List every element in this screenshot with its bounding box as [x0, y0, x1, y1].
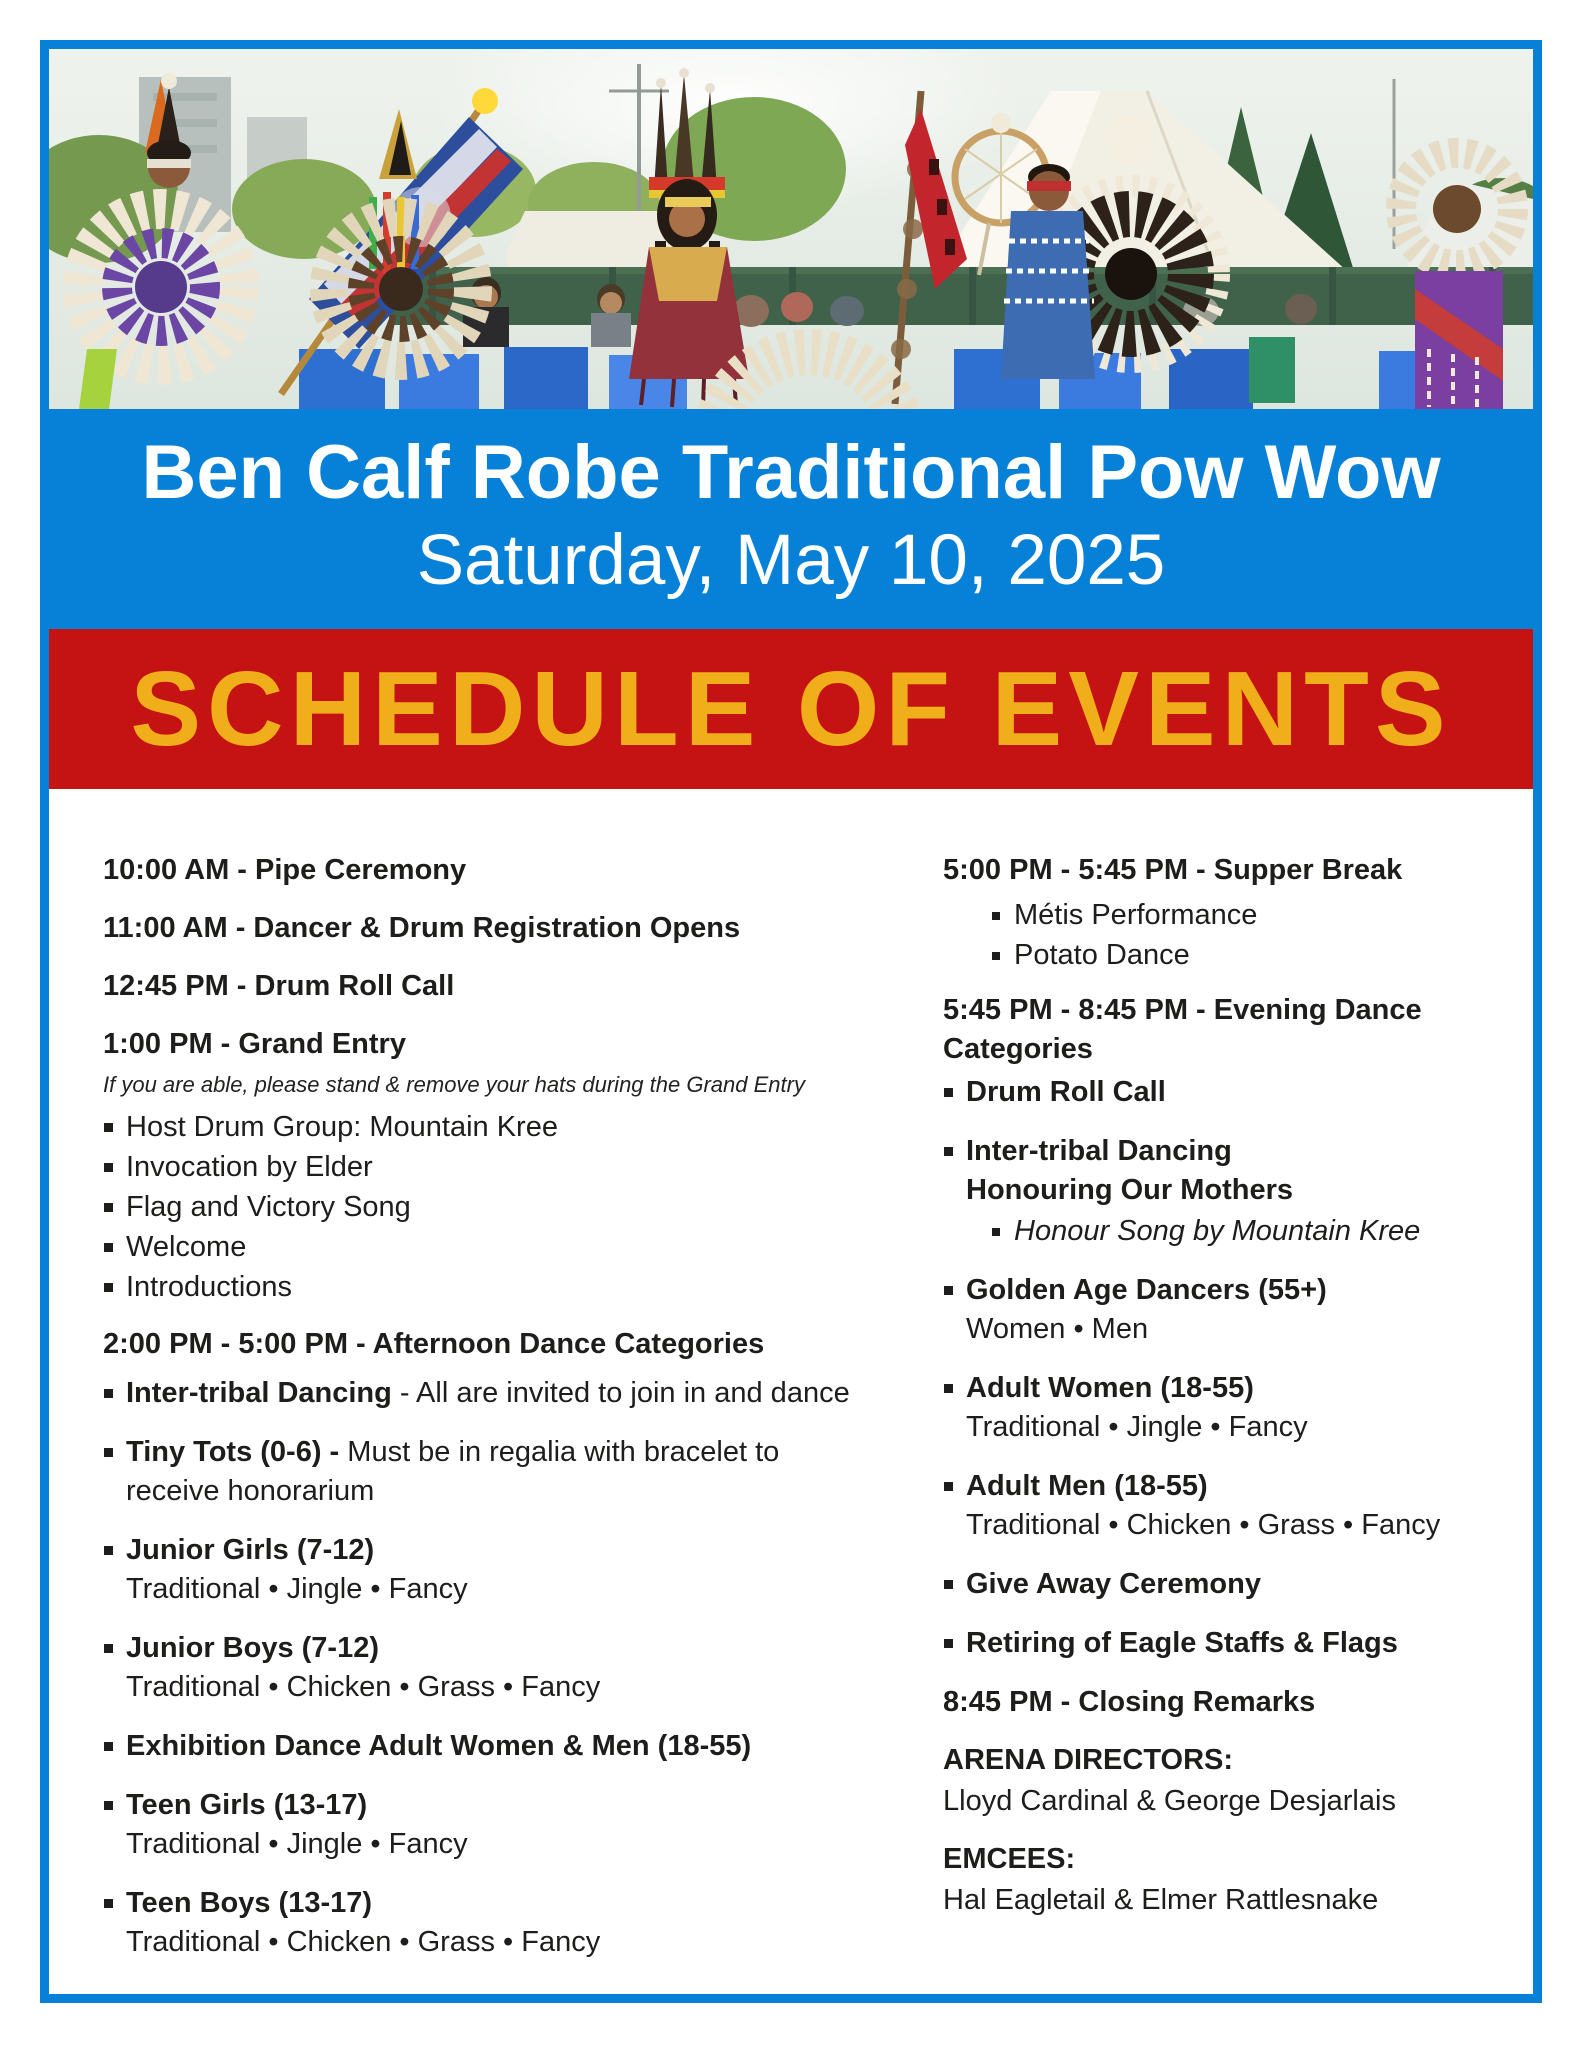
dancer-figure-far-right	[1401, 153, 1513, 409]
schedule-bullet-item	[943, 1369, 1491, 1447]
poster-frame	[40, 40, 1542, 2003]
schedule-bullet-item	[943, 1624, 1491, 1663]
bullet-square-icon	[104, 1243, 113, 1252]
schedule-item-label: Host Drum Group: Mountain Kree	[126, 1111, 558, 1143]
schedule-item-label: Teen Girls (13-17)	[126, 1789, 368, 1821]
schedule-bullet-item	[943, 1467, 1491, 1545]
schedule-heading: EMCEES:	[943, 1843, 1076, 1875]
schedule-sub-line: Honouring Our Mothers	[966, 1174, 1294, 1206]
bullet-square-icon	[944, 1286, 953, 1295]
schedule-sub-line: Traditional • Jingle • Fancy	[966, 1411, 1308, 1443]
schedule-item-label: Adult Women (18-55)	[966, 1372, 1254, 1404]
title-band	[49, 409, 1533, 629]
schedule-sub-line: Women • Men	[966, 1313, 1149, 1345]
schedule-heading: 12:45 PM - Drum Roll Call	[103, 970, 455, 1002]
poster-title: Ben Calf Robe Traditional Pow Wow	[141, 430, 1441, 515]
schedule-sub-bullet-item	[991, 896, 1491, 935]
schedule-item-label: Honour Song by Mountain Kree	[1014, 1215, 1421, 1247]
schedule-heading: 11:00 AM - Dancer & Drum Registration Opens	[103, 912, 741, 944]
bullet-square-icon	[104, 1801, 113, 1810]
bullet-square-icon	[992, 912, 1000, 920]
schedule-bullet-item	[943, 1565, 1491, 1604]
bullet-square-icon	[944, 1482, 953, 1491]
schedule-item-label: Drum Roll Call	[966, 1076, 1166, 1108]
schedule-item-label: Adult Men (18-55)	[966, 1470, 1208, 1502]
bullet-square-icon	[104, 1283, 113, 1292]
schedule-item-label: Retiring of Eagle Staffs & Flags	[966, 1627, 1398, 1659]
schedule-bullet-item	[943, 1271, 1491, 1349]
schedule-text: Hal Eagletail & Elmer Rattlesnake	[943, 1884, 1379, 1916]
schedule-bullet-item	[103, 1786, 873, 1864]
schedule-heading: 1:00 PM - Grand Entry	[103, 1028, 406, 1060]
schedule-item-label: Teen Boys (13-17)	[126, 1887, 373, 1919]
schedule-bullet-item	[943, 1132, 1491, 1210]
bullet-square-icon	[104, 1163, 113, 1172]
schedule-item-label: Potato Dance	[1014, 939, 1190, 971]
bullet-square-icon	[104, 1203, 113, 1212]
bullet-square-icon	[104, 1389, 113, 1398]
schedule-column-left	[103, 851, 873, 1994]
schedule	[49, 789, 1533, 1994]
schedule-sub-line: Traditional • Jingle • Fancy	[126, 1573, 468, 1605]
poster-date: Saturday, May 10, 2025	[416, 521, 1166, 600]
bullet-square-icon	[944, 1639, 953, 1648]
bullet-square-icon	[104, 1546, 113, 1555]
schedule-item-label: Junior Boys (7-12)	[126, 1632, 379, 1664]
schedule-heading: 8:45 PM - Closing Remarks	[943, 1686, 1316, 1718]
schedule-item-label: Flag and Victory Song	[126, 1191, 411, 1223]
schedule-bullet-item	[943, 1073, 1491, 1112]
schedule-heading: ARENA DIRECTORS:	[943, 1744, 1234, 1776]
bullet-square-icon	[104, 1742, 113, 1751]
schedule-sub-bullet-item	[991, 936, 1491, 975]
bullet-square-icon	[944, 1384, 953, 1393]
schedule-item-label: Inter-tribal Dancing - All are invited to join in and dance	[126, 1377, 850, 1409]
schedule-item-label: Métis Performance	[1014, 899, 1258, 931]
schedule-heading: 5:45 PM - 8:45 PM - Evening Dance Categories	[943, 994, 1422, 1065]
schedule-column-right	[943, 851, 1491, 1994]
pow-wow-photo	[49, 49, 1533, 409]
schedule-note: If you are able, please stand & remove your hats during the Grand Entry	[103, 1072, 805, 1097]
bullet-square-icon	[944, 1580, 953, 1589]
pow-wow-photo-illustration	[49, 49, 1533, 409]
schedule-item-label: Invocation by Elder	[126, 1151, 373, 1183]
schedule-item-label: Welcome	[126, 1231, 247, 1263]
schedule-heading: 2:00 PM - 5:00 PM - Afternoon Dance Categories	[103, 1328, 765, 1360]
bullet-square-icon	[104, 1899, 113, 1908]
schedule-sub-line: Traditional • Chicken • Grass • Fancy	[966, 1509, 1441, 1541]
schedule-heading: 5:00 PM - 5:45 PM - Supper Break	[943, 854, 1403, 886]
schedule-bullet-item	[103, 1148, 873, 1187]
schedule-bullet-item	[103, 1884, 873, 1962]
schedule-text: Lloyd Cardinal & George Desjarlais	[943, 1785, 1396, 1817]
schedule-sub-line: Traditional • Chicken • Grass • Fancy	[126, 1926, 601, 1958]
bullet-square-icon	[992, 1228, 1000, 1236]
schedule-banner-label: SCHEDULE OF EVENTS	[130, 649, 1452, 768]
schedule-bullet-item	[103, 1108, 873, 1147]
schedule-item-label: Tiny Tots (0-6) - Must be in regalia with bracelet to receive honorarium	[126, 1436, 780, 1507]
schedule-bullet-item	[103, 1531, 873, 1609]
schedule-sub-line: Traditional • Chicken • Grass • Fancy	[126, 1671, 601, 1703]
bullet-square-icon	[944, 1147, 953, 1156]
schedule-sub-line: Traditional • Jingle • Fancy	[126, 1828, 468, 1860]
schedule-bullet-item	[103, 1268, 873, 1307]
schedule-bullet-item	[103, 1629, 873, 1707]
schedule-bullet-item	[103, 1374, 873, 1413]
schedule-bullet-item	[103, 1188, 873, 1227]
bullet-square-icon	[104, 1644, 113, 1653]
schedule-item-label: Inter-tribal Dancing	[966, 1135, 1232, 1167]
fence	[389, 267, 1533, 325]
schedule-item-label: Exhibition Dance Adult Women & Men (18-55)	[126, 1730, 752, 1762]
bullet-square-icon	[104, 1123, 113, 1132]
schedule-item-label: Golden Age Dancers (55+)	[966, 1274, 1327, 1306]
schedule-sub-bullet-item	[991, 1212, 1491, 1251]
bullet-square-icon	[104, 1448, 113, 1457]
bullet-square-icon	[944, 1088, 953, 1097]
schedule-item-label: Junior Girls (7-12)	[126, 1534, 375, 1566]
schedule-bullet-item	[103, 1433, 873, 1511]
schedule-bullet-item	[103, 1727, 873, 1766]
schedule-heading: 10:00 AM - Pipe Ceremony	[103, 854, 467, 886]
bullet-square-icon	[992, 952, 1000, 960]
schedule-bullet-item	[103, 1228, 873, 1267]
schedule-item-label: Introductions	[126, 1271, 293, 1303]
schedule-item-label: Give Away Ceremony	[966, 1568, 1261, 1600]
schedule-banner	[49, 629, 1533, 789]
